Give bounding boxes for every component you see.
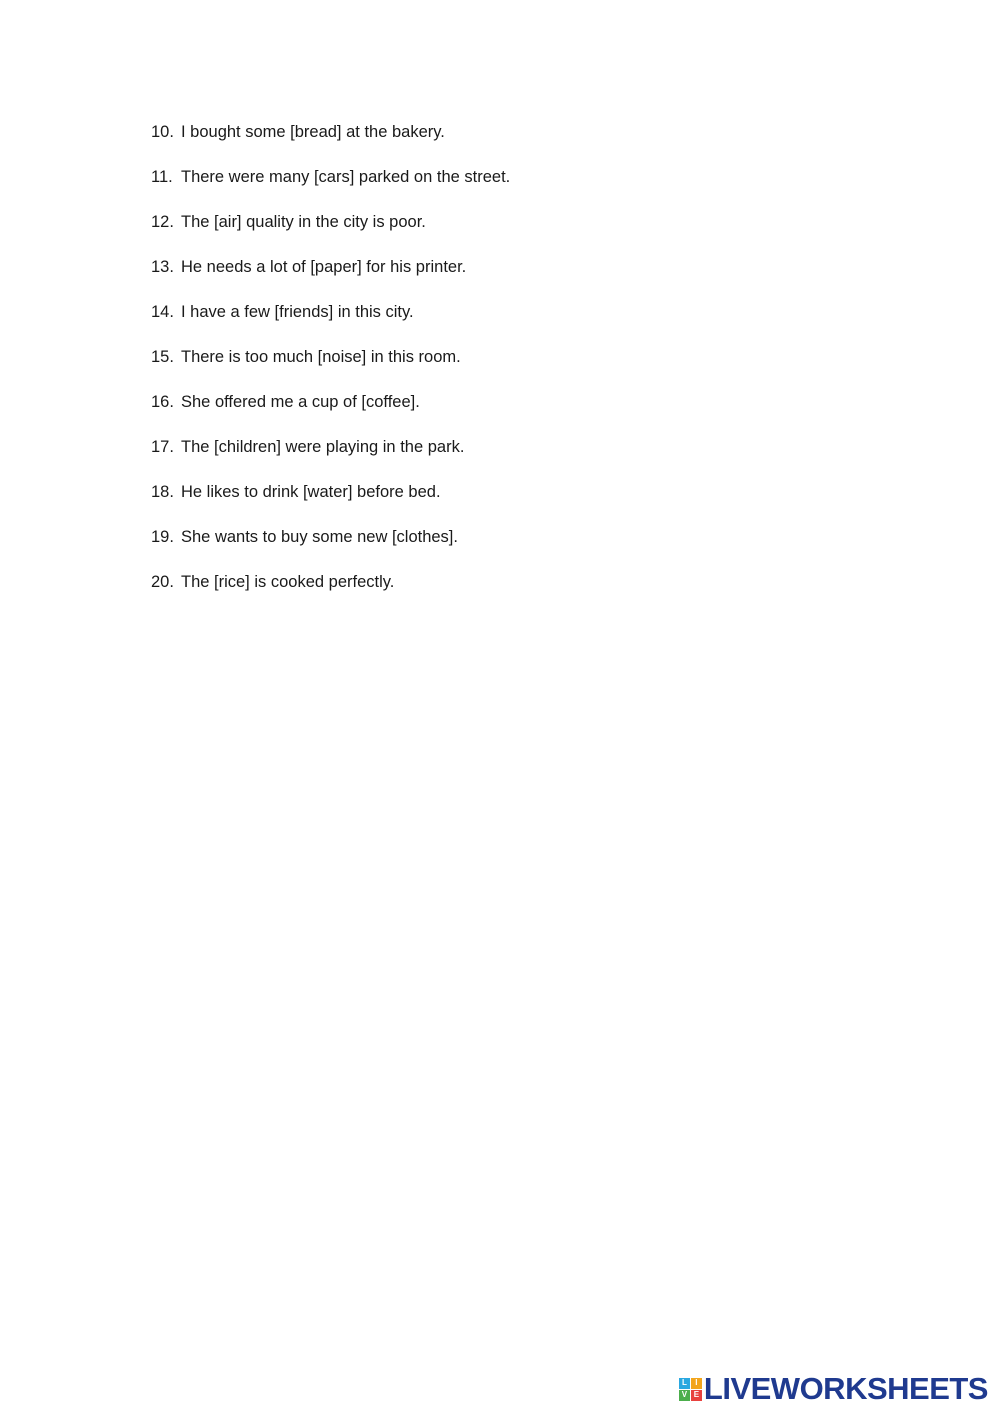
item-text: I bought some [bread] at the bakery. (181, 123, 445, 141)
item-number: 14. (151, 303, 174, 321)
item-text: There is too much [noise] in this room. (181, 348, 461, 366)
liveworksheets-logo (679, 1371, 988, 1406)
item-number: 10. (151, 123, 174, 141)
list-item (151, 165, 510, 210)
item-text: The [rice] is cooked perfectly. (181, 573, 395, 591)
logo-square: E (691, 1390, 702, 1401)
list-item (151, 300, 510, 345)
item-number: 16. (151, 393, 174, 411)
logo-square: V (679, 1390, 690, 1401)
sentence-list (151, 120, 510, 615)
item-number: 17. (151, 438, 174, 456)
item-text: He likes to drink [water] before bed. (181, 483, 441, 501)
item-text: The [children] were playing in the park. (181, 438, 465, 456)
list-item (151, 525, 510, 570)
list-item (151, 210, 510, 255)
item-text: There were many [cars] parked on the street. (181, 168, 511, 186)
list-item (151, 120, 510, 165)
list-item (151, 435, 510, 480)
item-text: She offered me a cup of [coffee]. (181, 393, 420, 411)
item-number: 19. (151, 528, 174, 546)
logo-square: L (679, 1378, 690, 1389)
item-text: He needs a lot of [paper] for his printer. (181, 258, 467, 276)
logo-mark-icon (679, 1378, 702, 1401)
item-number: 13. (151, 258, 174, 276)
item-number: 20. (151, 573, 174, 591)
item-text: I have a few [friends] in this city. (181, 303, 414, 321)
item-number: 12. (151, 213, 174, 231)
list-item (151, 480, 510, 525)
item-number: 18. (151, 483, 174, 501)
item-text: The [air] quality in the city is poor. (181, 213, 426, 231)
list-item (151, 570, 510, 615)
list-item (151, 345, 510, 390)
logo-text: LIVEWORKSHEETS (703, 1371, 988, 1406)
list-item (151, 255, 510, 300)
item-number: 11. (151, 168, 173, 186)
item-number: 15. (151, 348, 174, 366)
list-item (151, 390, 510, 435)
item-text: She wants to buy some new [clothes]. (181, 528, 458, 546)
logo-square: I (691, 1378, 702, 1389)
